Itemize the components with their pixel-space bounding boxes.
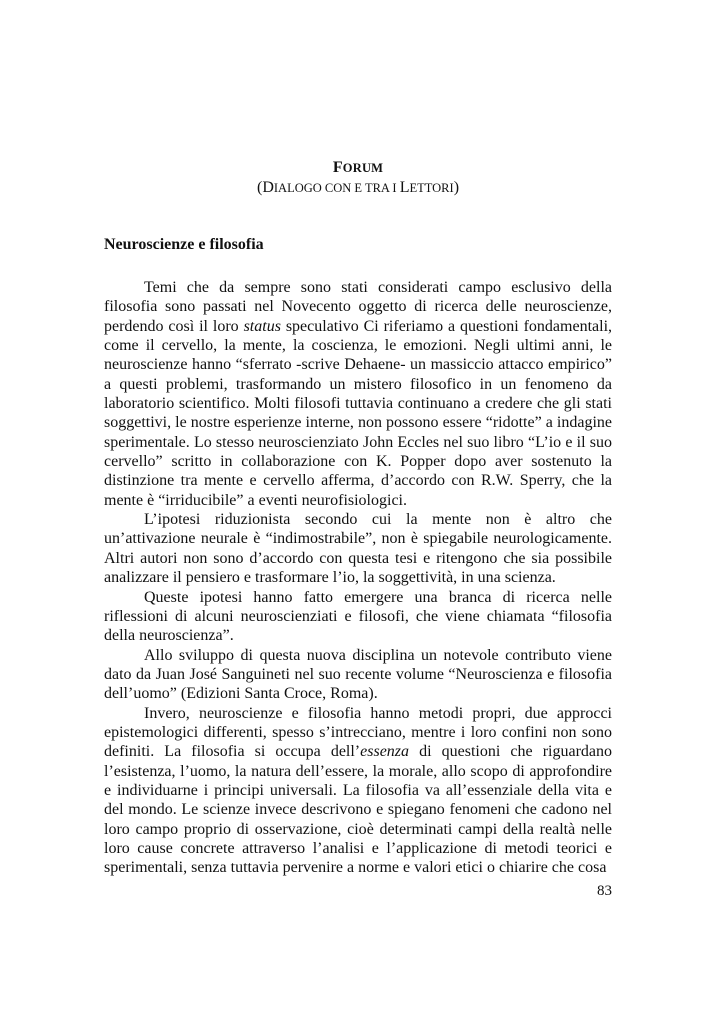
paragraph-1-text-b: speculativo Ci riferiamo a questioni fondamentali, come il cervello, la mente, la coscienza, le emozioni. Negli ultimi anni, le neuroscienze hanno “sferrato -scrive Dehaene- un massiccio attacco empirico” a questi problemi, trasformando un mistero filosofico in un fenomeno da laboratorio scientifico. Molti filosofi tuttavia continuano a credere che gli stati soggettivi, le nostre esperienze interne, non possono essere “ridotte” a indagine sperimentale. Lo stesso neuroscienziato John Eccles nel suo libro “L’io e il suo cervello” scritto in collaborazione con K. Popper dopo aver sostenuto la distinzione tra mente e cervello afferma, d’accordo con R.W. Sperry, che la mente è “irriducibile” a eventi neurofisiologici. bbox=[104, 317, 613, 509]
subtitle-initial-d: D bbox=[262, 179, 274, 196]
subtitle-rest-1: IALOGO CON E TRA I bbox=[273, 181, 400, 195]
subtitle-open-paren: ( bbox=[256, 179, 263, 196]
forum-heading bbox=[104, 158, 612, 198]
paragraph-1-status-italic: status bbox=[243, 317, 281, 335]
article-body bbox=[104, 278, 612, 878]
subtitle-close-paren: ) bbox=[453, 179, 460, 196]
paragraph-5 bbox=[104, 704, 612, 878]
forum-title bbox=[104, 158, 612, 178]
paragraph-5-text-b: di questioni che riguardano l’esistenza, l’uomo, la natura dell’essere, la morale, allo scopo di approfondire e individuarne i principi universali. La filosofia va all’essenziale della vita e del mondo. Le scienze invece descrivono e spiegano fenomeni che cadono nel loro campo proprio di osservazione, cioè determinati campi della realtà nelle loro cause concrete attraverso l’analisi e l’applicazione di metodi teorici e sperimentali, senza tuttavia pervenire a norme e valori etici o chiarire che cosa bbox=[104, 743, 612, 877]
forum-subtitle bbox=[104, 178, 612, 198]
subtitle-rest-2: ETTORI bbox=[409, 181, 454, 195]
paragraph-1-text-a: Temi che da sempre sono stati considerati campo esclusivo della filosofia sono passati nel Novecento oggetto di ricerca delle neuroscienze, perdendo così il loro bbox=[104, 279, 612, 335]
paragraph-4: Allo sviluppo di questa nuova disciplina un notevole contributo viene dato da Juan José Sanguineti nel suo recente volume “Neuroscienza e filosofia dell’uomo” (Edizioni Santa Croce, Roma). bbox=[104, 646, 612, 703]
paragraph-1 bbox=[104, 278, 612, 510]
page-number: 83 bbox=[597, 883, 612, 899]
paragraph-3: Queste ipotesi hanno fatto emergere una branca di ricerca nelle riflessioni di alcuni neuroscienziati e filosofi, che viene chiamata “filosofia della neuroscienza”. bbox=[104, 588, 612, 645]
subtitle-initial-l: L bbox=[399, 179, 410, 196]
forum-title-initial: F bbox=[332, 159, 343, 176]
forum-title-rest: ORUM bbox=[342, 161, 384, 175]
paragraph-5-text-a: Invero, neuroscienze e filosofia hanno metodi propri, due approcci epistemologici differenti, spesso s’intrecciano, mentre i loro confini non sono definiti. La filosofia si occupa dell’ bbox=[104, 704, 612, 761]
paragraph-5-essenza-italic: essenza bbox=[360, 743, 410, 761]
paragraph-2: L’ipotesi riduzionista secondo cui la mente non è altro che un’attivazione neurale è “indimostrabile”, non è spiegabile neurologicamente. Altri autori non sono d’accordo con questa tesi e ritengono che sia possibile analizzare il pensiero e trasformare l’io, la soggettività, in una scienza. bbox=[104, 511, 612, 587]
section-title: Neuroscienze e filosofia bbox=[104, 236, 264, 253]
